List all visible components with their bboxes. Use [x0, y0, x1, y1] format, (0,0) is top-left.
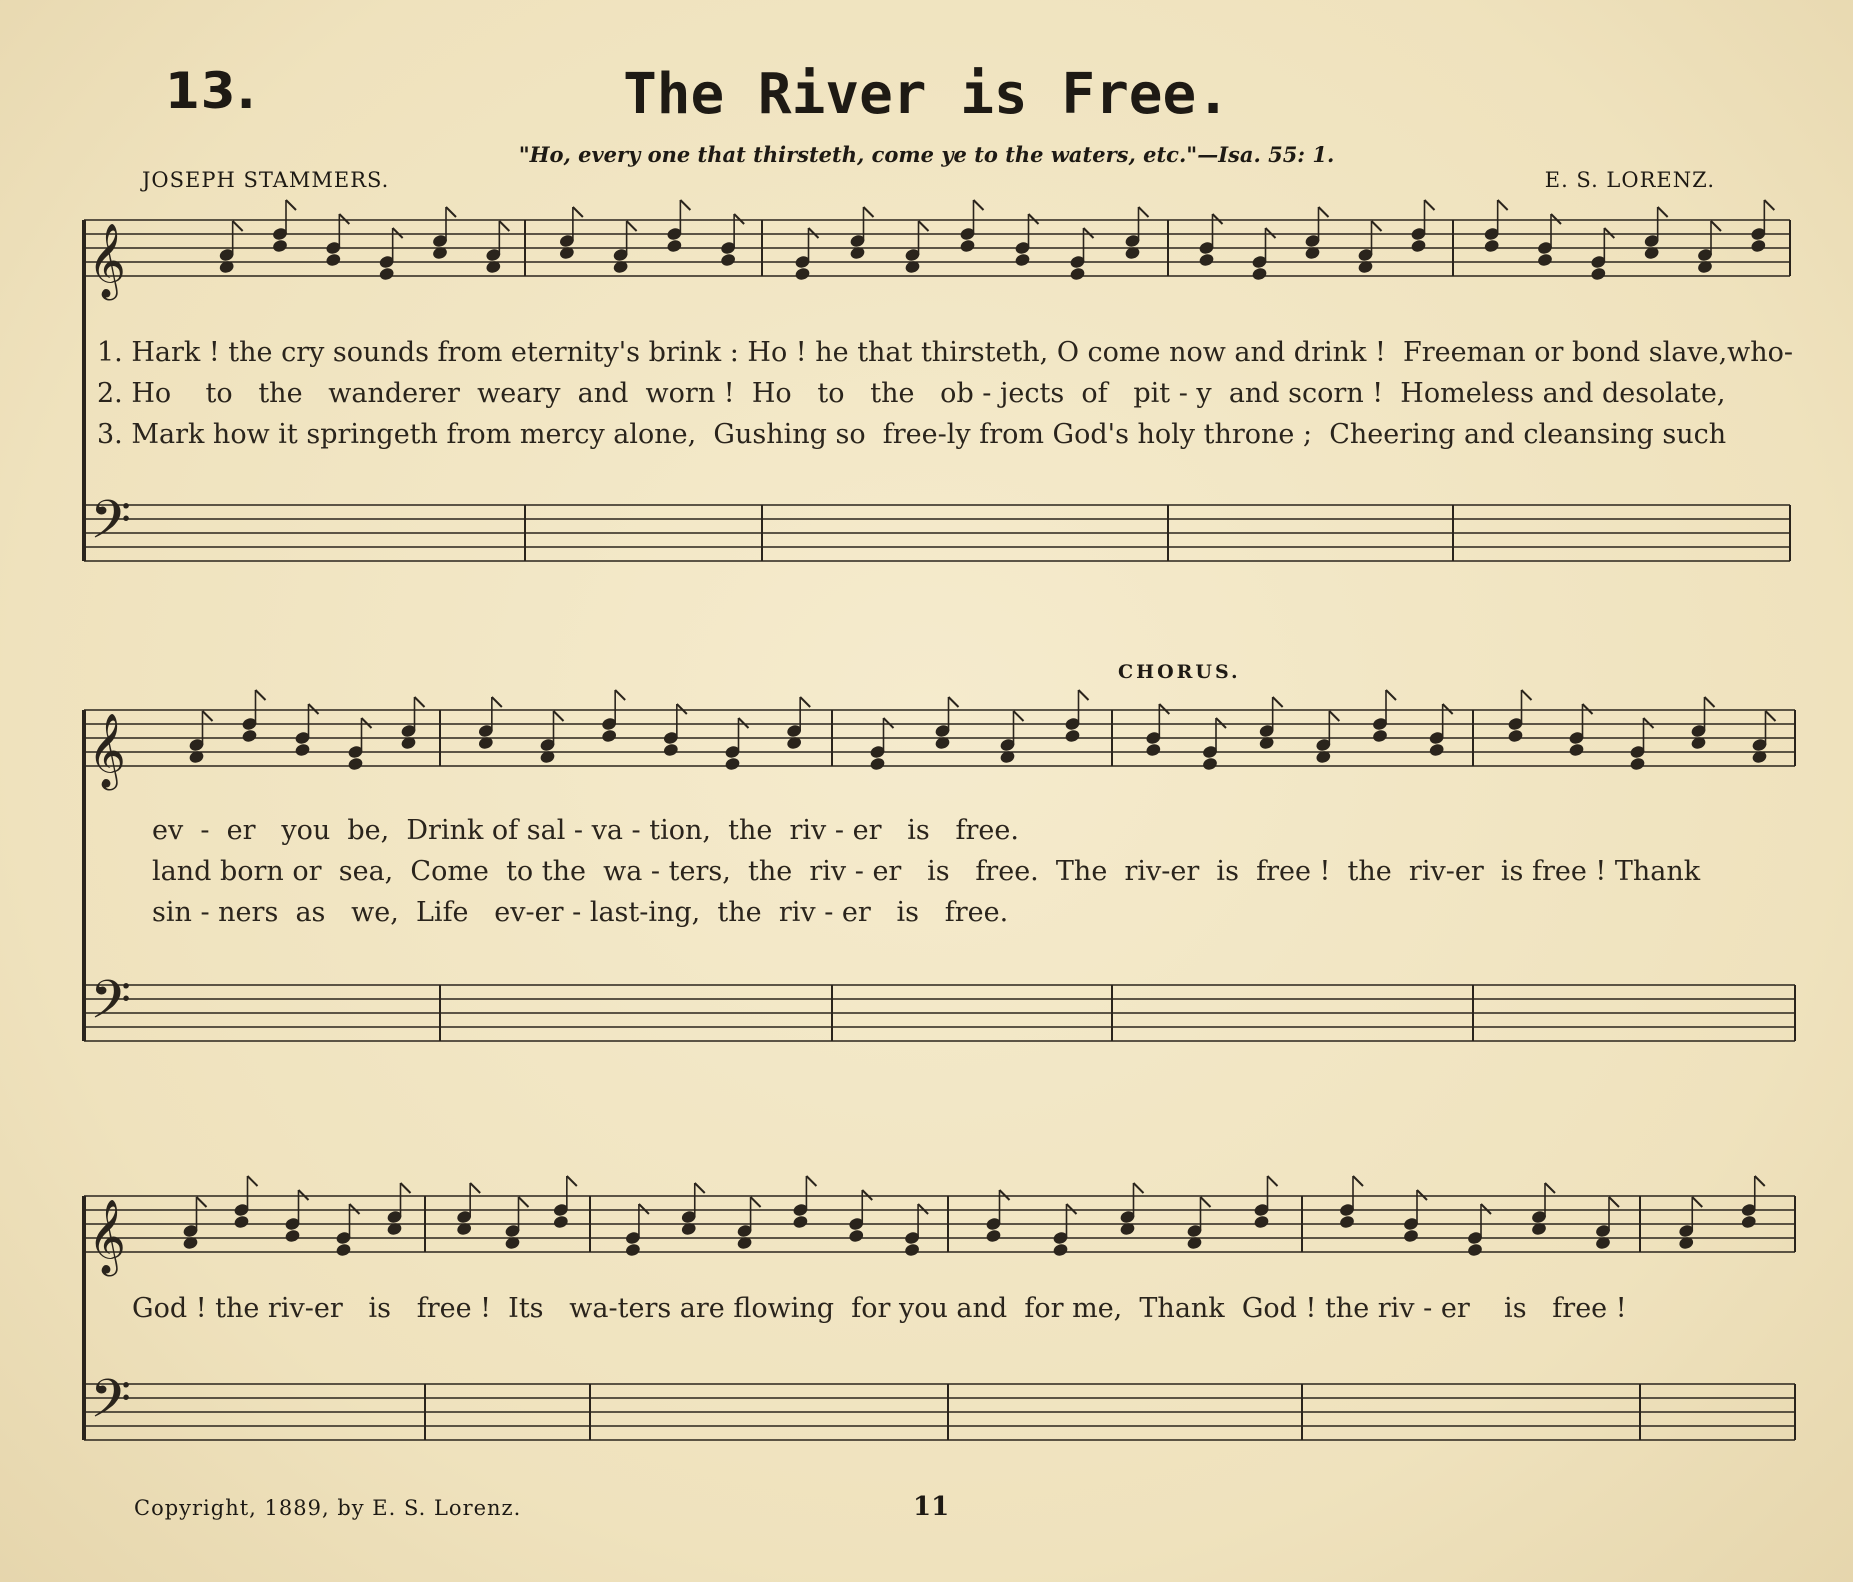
t2e-flag	[1522, 690, 1532, 700]
t1c-flag	[864, 207, 874, 217]
t1-flag	[286, 200, 296, 210]
t3c-flag	[751, 1197, 761, 1207]
t1c-flag	[974, 200, 984, 210]
t1d-notehead	[1251, 266, 1268, 281]
t1c-notehead	[959, 238, 976, 253]
chorus-label: CHORUS.	[1118, 661, 1241, 683]
t2-notehead	[294, 742, 311, 757]
t1-flag	[446, 207, 456, 217]
treble-clef-icon: 𝄞	[88, 224, 126, 298]
copyright-notice: Copyright, 1889, by E. S. Lorenz.	[134, 1496, 522, 1520]
t3c-flag	[918, 1204, 928, 1214]
verse-2-line-2: land born or sea, Come to the wa - ters, the riv - er is free. The riv-er is free ! the riv-er is free ! Thank	[152, 856, 1701, 887]
t3e-notehead	[1339, 1214, 1356, 1229]
t1d-flag	[1372, 221, 1382, 231]
t3c-flag	[639, 1204, 649, 1214]
t1e-flag	[1711, 221, 1721, 231]
t1-flag	[499, 221, 509, 231]
t1e-notehead	[1483, 238, 1500, 253]
t2b-flag	[739, 718, 749, 728]
t3-flag	[350, 1204, 360, 1214]
t3-flag	[299, 1190, 309, 1200]
t2b-flag	[492, 697, 502, 707]
t3-notehead	[284, 1228, 301, 1243]
t3c-notehead	[792, 1214, 809, 1229]
t3-notehead	[335, 1242, 352, 1257]
t2b-notehead	[601, 728, 618, 743]
t2b-notehead	[662, 742, 679, 757]
t2d-notehead	[1202, 756, 1219, 771]
t3-notehead	[233, 1214, 250, 1229]
t3d-flag	[1201, 1197, 1211, 1207]
t1e-flag	[1764, 200, 1774, 210]
t3e-notehead	[1467, 1242, 1484, 1257]
t1e-flag	[1658, 207, 1668, 217]
t1e-notehead	[1590, 266, 1607, 281]
t1-flag	[233, 221, 243, 231]
t2e-flag	[1583, 704, 1593, 714]
bass-clef-icon: 𝄢	[90, 490, 132, 564]
t1d-notehead	[1410, 238, 1427, 253]
t1b-notehead	[720, 252, 737, 267]
t2-flag	[362, 718, 372, 728]
verse-1-line-2: ev - er you be, Drink of sal - va - tion, the riv - er is free.	[152, 815, 1019, 846]
t3-flag	[248, 1176, 258, 1186]
verse-1-line-1: 1. Hark ! the cry sounds from eternity's brink : Ho ! he that thirsteth, O come now and drink ! Freeman or bond slave,who-	[97, 337, 1794, 368]
t3d-flag	[1000, 1190, 1010, 1200]
hymn-number: 13.	[165, 62, 257, 120]
t2-flag	[415, 697, 425, 707]
t2d-notehead	[1372, 728, 1389, 743]
t2-flag	[256, 690, 266, 700]
t2d-notehead	[1428, 742, 1445, 757]
t3d-notehead	[985, 1228, 1002, 1243]
t1-flag	[393, 228, 403, 238]
t2c-notehead	[869, 756, 886, 771]
t3f-notehead	[1740, 1214, 1757, 1229]
t2e-flag	[1705, 697, 1715, 707]
t1c-flag	[919, 221, 929, 231]
t3c-notehead	[904, 1242, 921, 1257]
t1-flag	[339, 214, 349, 224]
t2d-flag	[1329, 711, 1339, 721]
verse-3-line-1: 3. Mark how it springeth from mercy alone, Gushing so free-ly from God's holy throne ; Cheering and cleansing such	[97, 419, 1727, 450]
t1c-flag	[1029, 214, 1039, 224]
t1c-flag	[1084, 228, 1094, 238]
t1c-notehead	[1014, 252, 1031, 267]
t1c-notehead	[1069, 266, 1086, 281]
composer-credit: E. S. LORENZ.	[1544, 168, 1715, 192]
t1d-flag	[1266, 228, 1276, 238]
verse-2-line-1: 2. Ho to the wanderer weary and worn ! Ho to the ob - jects of pit - y and scorn ! Homeless and desolate,	[97, 378, 1726, 409]
t2-flag	[203, 711, 213, 721]
t2e-notehead	[1507, 728, 1524, 743]
t1d-flag	[1319, 207, 1329, 217]
t3-flag	[401, 1183, 411, 1193]
verse-3-line-2: sin - ners as we, Life ev-er - last-ing, the riv - er is free.	[152, 897, 1009, 928]
t2b-flag	[677, 704, 687, 714]
t1e-flag	[1498, 200, 1508, 210]
t2b-flag	[615, 690, 625, 700]
t1-notehead	[272, 238, 289, 253]
t1b-flag	[734, 214, 744, 224]
t2d-flag	[1273, 697, 1283, 707]
chorus-lyrics: God ! the riv-er is free ! Its wa-ters are flowing for you and for me, Thank God ! the riv - er is free !	[132, 1293, 1627, 1324]
t2b-flag	[800, 697, 810, 707]
t1e-notehead	[1537, 252, 1554, 267]
page-number: 11	[913, 1492, 950, 1522]
t1d-notehead	[1198, 252, 1215, 267]
t3d-flag	[1067, 1204, 1077, 1214]
t1c-flag	[809, 228, 819, 238]
t3e-flag	[1353, 1176, 1363, 1186]
t1-notehead	[378, 266, 395, 281]
bass-clef-icon: 𝄢	[90, 970, 132, 1044]
t2e-notehead	[1629, 756, 1646, 771]
t1c-notehead	[794, 266, 811, 281]
t3b-flag	[519, 1197, 529, 1207]
t2b-notehead	[724, 756, 741, 771]
t3e-notehead	[1403, 1228, 1420, 1243]
hymn-title: The River is Free.	[623, 62, 1230, 127]
t2c-flag	[884, 718, 894, 728]
t2c-flag	[1014, 711, 1024, 721]
t1b-flag	[680, 200, 690, 210]
t2-flag	[309, 704, 319, 714]
treble-clef-icon: 𝄞	[88, 1200, 126, 1274]
t1b-flag	[573, 207, 583, 217]
treble-clef-icon: 𝄞	[88, 714, 126, 788]
t2c-notehead	[1064, 728, 1081, 743]
t2d-flag	[1443, 704, 1453, 714]
t3b-notehead	[552, 1214, 569, 1229]
t2c-flag	[949, 697, 959, 707]
t1d-flag	[1425, 200, 1435, 210]
t1-notehead	[325, 252, 342, 267]
t3c-notehead	[624, 1242, 641, 1257]
t2-notehead	[241, 728, 258, 743]
t3d-flag	[1134, 1183, 1144, 1193]
t3b-flag	[470, 1183, 480, 1193]
t2e-flag	[1766, 711, 1776, 721]
t2c-flag	[1079, 690, 1089, 700]
t1b-notehead	[666, 238, 683, 253]
t3c-flag	[862, 1190, 872, 1200]
t3e-flag	[1545, 1183, 1555, 1193]
t2b-flag	[554, 711, 564, 721]
t3b-flag	[567, 1176, 577, 1186]
t3c-flag	[695, 1183, 705, 1193]
t3d-notehead	[1253, 1214, 1270, 1229]
t2e-flag	[1644, 718, 1654, 728]
lyricist-credit: JOSEPH STAMMERS.	[142, 168, 390, 192]
t2d-flag	[1386, 690, 1396, 700]
t3f-flag	[1755, 1176, 1765, 1186]
t2-notehead	[347, 756, 364, 771]
t3f-flag	[1692, 1197, 1702, 1207]
t3e-flag	[1417, 1190, 1427, 1200]
t2e-notehead	[1568, 742, 1585, 757]
t3d-flag	[1268, 1176, 1278, 1186]
t1e-flag	[1604, 228, 1614, 238]
t3e-flag	[1481, 1204, 1491, 1214]
t1e-flag	[1551, 214, 1561, 224]
t3e-flag	[1609, 1197, 1619, 1207]
t1c-flag	[1139, 207, 1149, 217]
t3-flag	[197, 1197, 207, 1207]
t2d-flag	[1216, 718, 1226, 728]
t3c-notehead	[848, 1228, 865, 1243]
t2d-notehead	[1145, 742, 1162, 757]
t1b-flag	[627, 221, 637, 231]
t3c-flag	[806, 1176, 816, 1186]
t1e-notehead	[1750, 238, 1767, 253]
bass-clef-icon: 𝄢	[90, 1369, 132, 1443]
t1d-flag	[1213, 214, 1223, 224]
t3d-notehead	[1052, 1242, 1069, 1257]
t2d-flag	[1159, 704, 1169, 714]
scripture-epigraph: "Ho, every one that thirsteth, come ye to the waters, etc."—Isa. 55: 1.	[518, 142, 1335, 167]
